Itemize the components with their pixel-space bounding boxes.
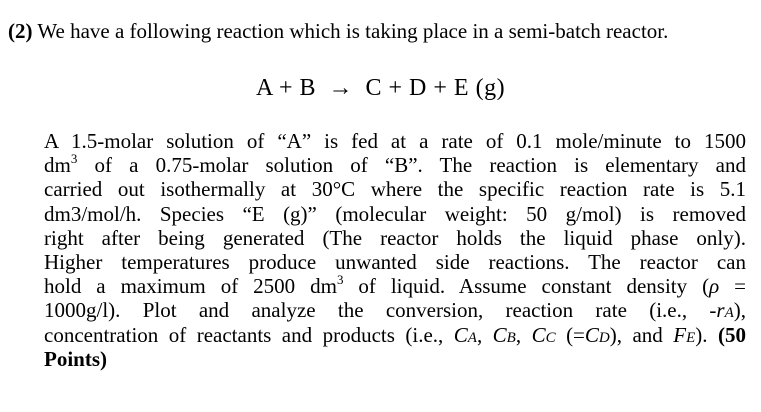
subscript: D (598, 329, 610, 346)
question-intro: We have a following reaction which is taking place in a semi-batch reactor. (37, 19, 669, 43)
subscript: A (467, 329, 477, 346)
text: 1000g/l). Plot and analyze the conversion, reaction rate (i.e., (44, 298, 710, 323)
problem-statement (44, 129, 746, 371)
statement-line-9 (44, 323, 746, 347)
points-label: Points) (44, 346, 107, 371)
subscript: A (724, 305, 734, 322)
equation-products: C + D + E (g) (365, 75, 506, 101)
text: , (476, 322, 493, 347)
text: of a 0.75-molar solution of “B”. The reaction is elementary and (77, 153, 746, 178)
flow-symbol: F (673, 322, 687, 347)
statement-line-7 (44, 274, 746, 298)
reaction-equation (0, 73, 761, 103)
statement-line-10 (44, 347, 746, 371)
text: = (719, 274, 746, 299)
text: , (515, 322, 532, 347)
subscript: E (686, 329, 696, 346)
text: hold a maximum of 2500 dm (44, 274, 337, 299)
conc-symbol: C (531, 322, 546, 347)
rate-symbol: -r (709, 298, 725, 323)
statement-line-3 (44, 177, 746, 201)
statement-line-6 (44, 250, 746, 274)
text: carried out isothermally at 30°C where the specific reaction rate is 5.1 (44, 177, 746, 202)
rho-symbol: ρ (709, 274, 720, 299)
statement-line-2 (44, 153, 746, 177)
question-number: (2) (8, 19, 33, 43)
conc-symbol: C (492, 322, 507, 347)
statement-line-4 (44, 202, 746, 226)
text: dm (44, 153, 71, 178)
subscript: C (545, 329, 556, 346)
superscript: 3 (70, 151, 78, 167)
text: right after being generated (The reactor holds the liquid phase only). (44, 225, 746, 250)
text: of liquid. Assume constant density ( (343, 274, 710, 299)
subscript: B (506, 329, 516, 346)
statement-line-8 (44, 298, 746, 322)
statement-line-1 (44, 129, 746, 153)
conc-symbol: C (584, 322, 599, 347)
reaction-arrow: → (328, 75, 353, 101)
text: ), (733, 298, 746, 323)
points-label: (50 (718, 322, 746, 347)
text: Higher temperatures produce unwanted side reactions. The reactor can (44, 249, 746, 274)
text: (= (555, 322, 585, 347)
statement-line-5 (44, 226, 746, 250)
conc-symbol: C (453, 322, 468, 347)
text: ). (695, 322, 718, 347)
text: A 1.5-molar solution of “A” is fed at a rate of 0.1 mole/minute to 1500 (44, 129, 746, 153)
text: dm3/mol/h. Species “E (g)” (molecular weight: 50 g/mol) is removed (44, 201, 746, 226)
equation-reactants: A + B (255, 75, 316, 101)
text: ), and (609, 322, 674, 347)
question-header (8, 18, 668, 44)
text: concentration of reactants and products (i.e., (44, 322, 454, 347)
superscript: 3 (336, 272, 344, 288)
